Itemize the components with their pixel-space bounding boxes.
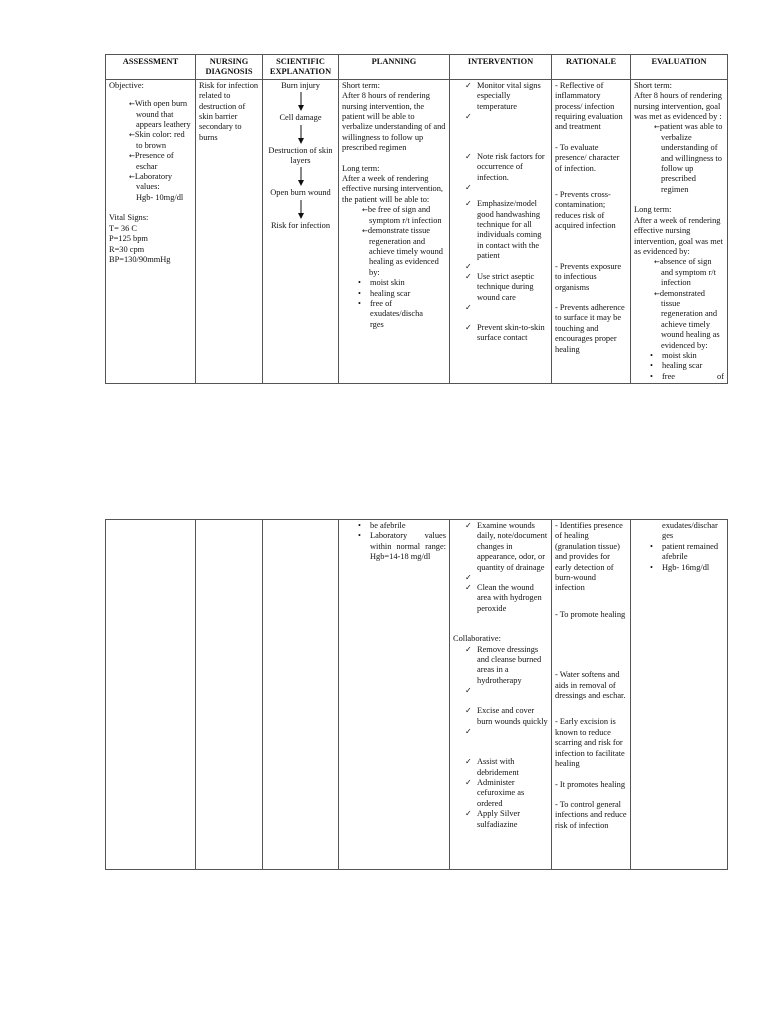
vital-resp: R=30 cpm (109, 244, 145, 254)
header-assessment: ASSESSMENT (106, 55, 196, 80)
list-item: • free of (634, 372, 724, 382)
list-item: ✓ Use strict aseptic technique during wound care (453, 272, 548, 303)
list-item: ← be free of sign and symptom r/t infection (342, 205, 446, 226)
flow-step: Open burn wound (270, 188, 331, 198)
table-row (106, 520, 728, 870)
list-item: • healing scar (634, 361, 724, 371)
care-plan-table-page-2 (105, 519, 728, 870)
flow-step: Risk for infection (270, 220, 331, 230)
short-term-label: Short term: (342, 80, 380, 90)
rationale-item: - To promote healing (555, 609, 626, 619)
eval-evidence-cont: exudates/dischar (662, 521, 718, 530)
eval-long-term-label: Long term: (634, 205, 672, 215)
list-item: ✓ Apply Silver sulfadiazine (453, 809, 548, 830)
evidence-list (342, 278, 446, 330)
eval-long-goal-list (634, 257, 724, 351)
rationale-cell (552, 79, 631, 383)
eval-long-term-text: After a week of rendering effective nursing intervention, goal was met as evidenced by: (634, 215, 723, 256)
down-arrow-icon (266, 91, 335, 113)
header-nursing-diagnosis: NURSING DIAGNOSIS (196, 55, 263, 80)
long-term-label: Long term: (342, 163, 380, 173)
intervention-cell (450, 79, 552, 383)
collaborative-label: Collaborative: (453, 634, 501, 644)
diagnosis-cell (196, 79, 263, 383)
flow-step: Destruction of skin layers (268, 145, 333, 166)
list-item: ✓ Remove dressings and cleanse burned areas in a hydrotherapy (453, 645, 548, 687)
flow-step: Cell damage (279, 113, 322, 123)
rationale-item: - It promotes healing (555, 779, 626, 789)
header-evaluation: EVALUATION (631, 55, 728, 80)
list-item: • free of exudates/discha rges (342, 299, 446, 330)
list-item: ✓ Examine wounds daily, note/document changes in appearance, odor, or quantity of drainage (453, 521, 548, 573)
eval-short-term-text: After 8 hours of rendering nursing intervention, goal was met as evidenced by : (634, 91, 722, 122)
header-intervention: INTERVENTION (450, 55, 552, 80)
list-item: • patient remained afebrile (634, 542, 724, 563)
cue-list (109, 99, 192, 193)
assessment-cell-cont (106, 520, 196, 870)
vital-bp: BP=130/90mmHg (109, 254, 171, 264)
list-item: ✓ Emphasize/model good handwashing technique for all individuals coming in contact with the patient (453, 199, 548, 261)
care-plan-table-page-1 (105, 54, 728, 384)
intervention-cont-list (453, 521, 548, 614)
eval-short-goal-list (634, 122, 724, 195)
rationale-item: - Prevents cross-contamination; reduces risk of acquired infection (555, 190, 616, 231)
goal-list (342, 205, 446, 278)
list-item: • be afebrile (342, 521, 446, 531)
rationale-item: - Prevents adherence to surface it may be touching and encourages proper healing (555, 302, 625, 354)
rationale-item: - Identifies presence of healing (granulation tissue) and provides for early detection of burn-wound infection (555, 521, 623, 593)
collaborative-list (453, 645, 548, 830)
intervention-list (453, 81, 548, 344)
list-item: ✓ Prevent skin-to-skin surface contact (453, 323, 548, 344)
vitals-label: Vital Signs: (109, 213, 149, 223)
list-item: ← Presence of eschar (109, 151, 192, 172)
rationale-item: - Reflective of inflammatory process/ infection requiring evaluation and treatment (555, 80, 623, 132)
eval-cont-list (634, 542, 724, 573)
explanation-cell-cont (263, 520, 339, 870)
evaluation-cell-cont (631, 520, 728, 870)
objective-label: Objective: (109, 80, 144, 90)
eval-evidence-cont: ges (662, 531, 674, 541)
list-item: ← absence of sign and symptom r/t infection (634, 257, 724, 288)
table-row (106, 79, 728, 383)
list-item: • Laboratory values within normal range: Hgb=14-18 mg/dl (342, 531, 446, 562)
rationale-item: - Early excision is known to reduce scarring and risk for infection to facilitate healing (555, 717, 625, 769)
long-term-goal: After a week of rendering effective nursing intervention, the patient will be able to: (342, 174, 444, 204)
down-arrow-icon (266, 199, 335, 221)
eval-evidence-list (634, 351, 724, 382)
vital-temp: T= 36 C (109, 223, 137, 233)
assessment-cell (106, 79, 196, 383)
diagnosis-cell-cont (196, 520, 263, 870)
rationale-cell-cont (552, 520, 631, 870)
header-row (106, 55, 728, 80)
list-item: ✓ Note risk factors for occurrence of infection. (453, 152, 548, 183)
list-item: ✓ Excise and cover burn wounds quickly (453, 706, 548, 727)
intervention-cell-cont (450, 520, 552, 870)
list-item: ← patient was able to verbalize understanding of and willingness to follow up prescribed regimen (634, 122, 724, 195)
list-item: ✓ Clean the wound area with hydrogen peroxide (453, 583, 548, 614)
down-arrow-icon (266, 124, 335, 146)
planning-cont-list (342, 521, 446, 563)
eval-short-term-label: Short term: (634, 80, 672, 90)
list-item: ← With open burn wound that appears leathery (109, 99, 192, 130)
short-term-goal: After 8 hours of rendering nursing intervention, the patient will be able to verbalize understanding of and willingness to follow up prescribed regimen (342, 91, 446, 153)
list-item: ✓ Monitor vital signs especially temperature (453, 81, 548, 112)
flow-step: Burn injury (281, 80, 320, 90)
planning-cell-cont (339, 520, 450, 870)
evaluation-cell (631, 79, 728, 383)
list-item: ← Laboratory values: (109, 172, 192, 193)
list-item: • moist skin (634, 351, 724, 361)
list-item: ← Skin color: red to brown (109, 130, 192, 151)
header-scientific-explanation: SCIENTIFIC EXPLANATION (263, 55, 339, 80)
rationale-item: - To evaluate presence/ character of infection. (555, 142, 620, 173)
list-item: ✓ Assist with debridement (453, 757, 548, 778)
list-item: ← demonstrated tissue regeneration and achieve timely wound healing as evidenced by: (634, 289, 724, 351)
down-arrow-icon (266, 166, 335, 188)
rationale-item: - To control general infections and reduce risk of infection (555, 799, 627, 830)
list-item: • moist skin (342, 278, 446, 288)
header-planning: PLANNING (339, 55, 450, 80)
vital-pulse: P=125 bpm (109, 234, 148, 244)
header-rationale: RATIONALE (552, 55, 631, 80)
rationale-item: - Water softens and aids in removal of dressings and eschar. (555, 670, 626, 701)
rationale-item: - Prevents exposure to infectious organisms (555, 261, 622, 292)
lab-value: Hgb- 10mg/dl (136, 192, 184, 202)
list-item: • healing scar (342, 289, 446, 299)
explanation-cell (263, 79, 339, 383)
list-item: • Hgb- 16mg/dl (634, 563, 724, 573)
list-item: ✓ Administer cefuroxime as ordered (453, 778, 548, 809)
planning-cell (339, 79, 450, 383)
nursing-diagnosis-text: Risk for infection related to destruction of skin barrier secondary to burns (199, 80, 259, 142)
list-item: ← demonstrate tissue regeneration and achieve timely wound healing as evidenced by: (342, 226, 446, 278)
